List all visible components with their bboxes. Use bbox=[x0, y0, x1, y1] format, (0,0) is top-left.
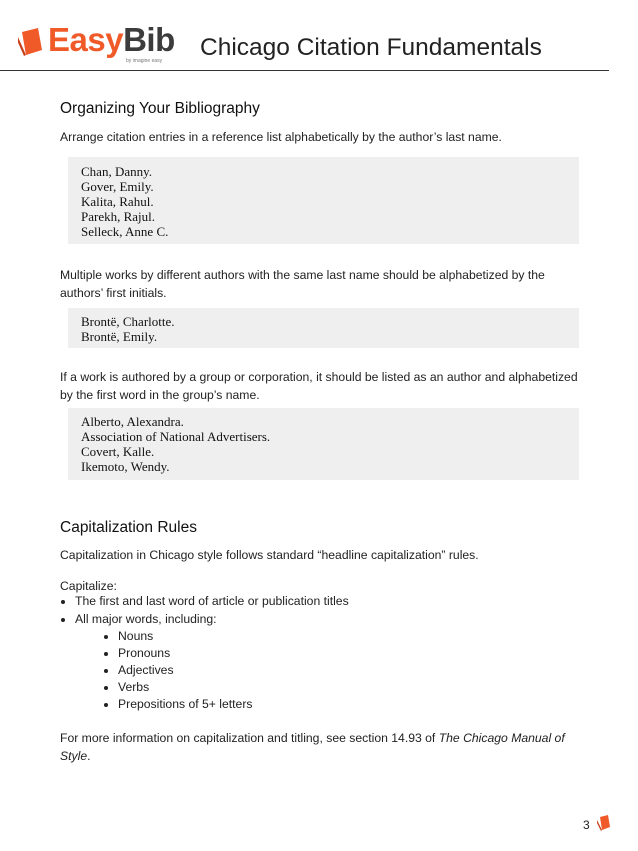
logo-bib: Bib bbox=[123, 21, 175, 58]
logo-wordmark bbox=[48, 20, 175, 60]
manual-title: The Chicago Manual of Style bbox=[60, 731, 565, 763]
example-entry: Brontë, Charlotte. bbox=[81, 314, 175, 329]
group-author-paragraph: If a work is authored by a group or corporation, it should be listed as an author and alphabetized by the first word in the group’s name. bbox=[60, 370, 578, 402]
header-divider bbox=[0, 70, 609, 71]
example-entry: Ikemoto, Wendy. bbox=[81, 459, 170, 474]
example-entry: Covert, Kalle. bbox=[81, 444, 155, 459]
subbullet-item: Nouns bbox=[118, 629, 154, 643]
bullet-dot bbox=[61, 618, 65, 622]
example-box-group-author bbox=[68, 408, 579, 480]
subbullet-dot bbox=[104, 703, 108, 707]
section-heading-bibliography: Organizing Your Bibliography bbox=[60, 100, 260, 117]
example-box-alphabetical bbox=[68, 157, 579, 244]
bibliography-intro: Arrange citation entries in a reference list alphabetically by the author’s last name. bbox=[60, 130, 502, 144]
bullet-item: All major words, including: bbox=[75, 612, 217, 626]
example-entry: Gover, Emily. bbox=[81, 179, 154, 194]
same-lastname-paragraph: Multiple works by different authors with the same last name should be alphabetized by the authors’ first initials. bbox=[60, 268, 545, 300]
book-logo-icon bbox=[18, 28, 44, 56]
subbullet-item: Prepositions of 5+ letters bbox=[118, 697, 253, 711]
example-entry: Kalita, Rahul. bbox=[81, 194, 154, 209]
example-entry: Association of National Advertisers. bbox=[81, 429, 271, 444]
subbullet-item: Pronouns bbox=[118, 646, 171, 660]
example-entry: Selleck, Anne C. bbox=[81, 224, 169, 239]
page-number: 3 bbox=[583, 818, 590, 832]
subbullet-item: Adjectives bbox=[118, 663, 174, 677]
capitalize-label: Capitalize: bbox=[60, 579, 117, 593]
subbullet-dot bbox=[104, 635, 108, 639]
more-info-prefix: For more information on capitalization and titling, see section 14.93 of bbox=[60, 731, 439, 745]
bullet-item: The first and last word of article or publication titles bbox=[75, 594, 349, 608]
example-entry: Alberto, Alexandra. bbox=[81, 414, 184, 429]
logo-tagline: by imagine easy bbox=[126, 58, 163, 64]
document-title: Chicago Citation Fundamentals bbox=[200, 34, 542, 61]
section-heading-capitalization: Capitalization Rules bbox=[60, 519, 197, 536]
logo-easy: Easy bbox=[48, 21, 124, 58]
subbullet-dot bbox=[104, 652, 108, 656]
easybib-logo bbox=[18, 22, 178, 66]
capitalization-intro: Capitalization in Chicago style follows standard “headline capitalization” rules. bbox=[60, 548, 479, 562]
subbullet-dot bbox=[104, 686, 108, 690]
more-info-paragraph bbox=[60, 729, 580, 765]
subbullet-dot bbox=[104, 669, 108, 673]
page-header bbox=[0, 0, 638, 72]
example-entry: Parekh, Rajul. bbox=[81, 209, 156, 224]
more-info-suffix: . bbox=[87, 749, 91, 763]
bullet-dot bbox=[61, 600, 65, 604]
example-box-same-lastname bbox=[68, 308, 579, 348]
example-entry: Brontë, Emily. bbox=[81, 329, 158, 344]
example-entry: Chan, Danny. bbox=[81, 164, 153, 179]
book-footer-icon bbox=[597, 815, 611, 831]
subbullet-item: Verbs bbox=[118, 680, 150, 694]
